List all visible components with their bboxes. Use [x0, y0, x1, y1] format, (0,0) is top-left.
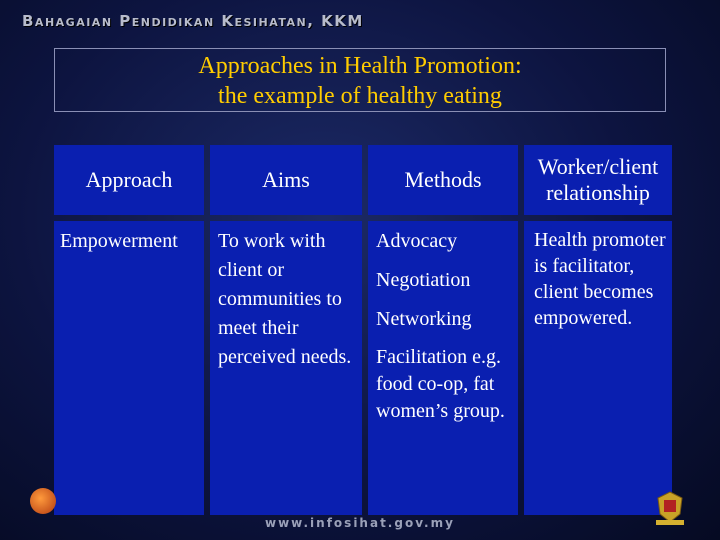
header-relationship: [524, 145, 672, 215]
cell-approach: [54, 221, 204, 515]
promo-logo-icon: [30, 488, 56, 514]
method-item: Negotiation: [376, 269, 471, 291]
cell-methods: [368, 221, 518, 515]
cell-relationship: Health promoter is facilitator, client becomes empowered.: [524, 221, 672, 515]
organization-header: Bahagaian Pendidikan Kesihatan, KKM: [22, 12, 364, 30]
method-item: Facilitation e.g. food co-op, fat women’s group.: [376, 346, 505, 422]
header-relationship-text: Worker/client relationship: [537, 154, 659, 205]
footer-url: www.infosihat.gov.my: [265, 516, 455, 530]
coat-of-arms-icon: [652, 488, 688, 528]
slide-title: [54, 48, 666, 112]
cell-aims: To work with client or communities to meet their perceived needs.: [210, 221, 362, 515]
header-methods: Methods: [368, 145, 518, 215]
title-line-2: the example of healthy eating: [218, 83, 502, 109]
approaches-table: [54, 145, 672, 515]
method-item: Advocacy: [376, 230, 458, 252]
cell-approach-text: Empowerment: [60, 230, 178, 252]
header-aims: Aims: [210, 145, 362, 215]
title-line-1: Approaches in Health Promotion:: [198, 53, 522, 79]
method-item: Networking: [376, 308, 472, 330]
header-approach: Approach: [54, 145, 204, 215]
